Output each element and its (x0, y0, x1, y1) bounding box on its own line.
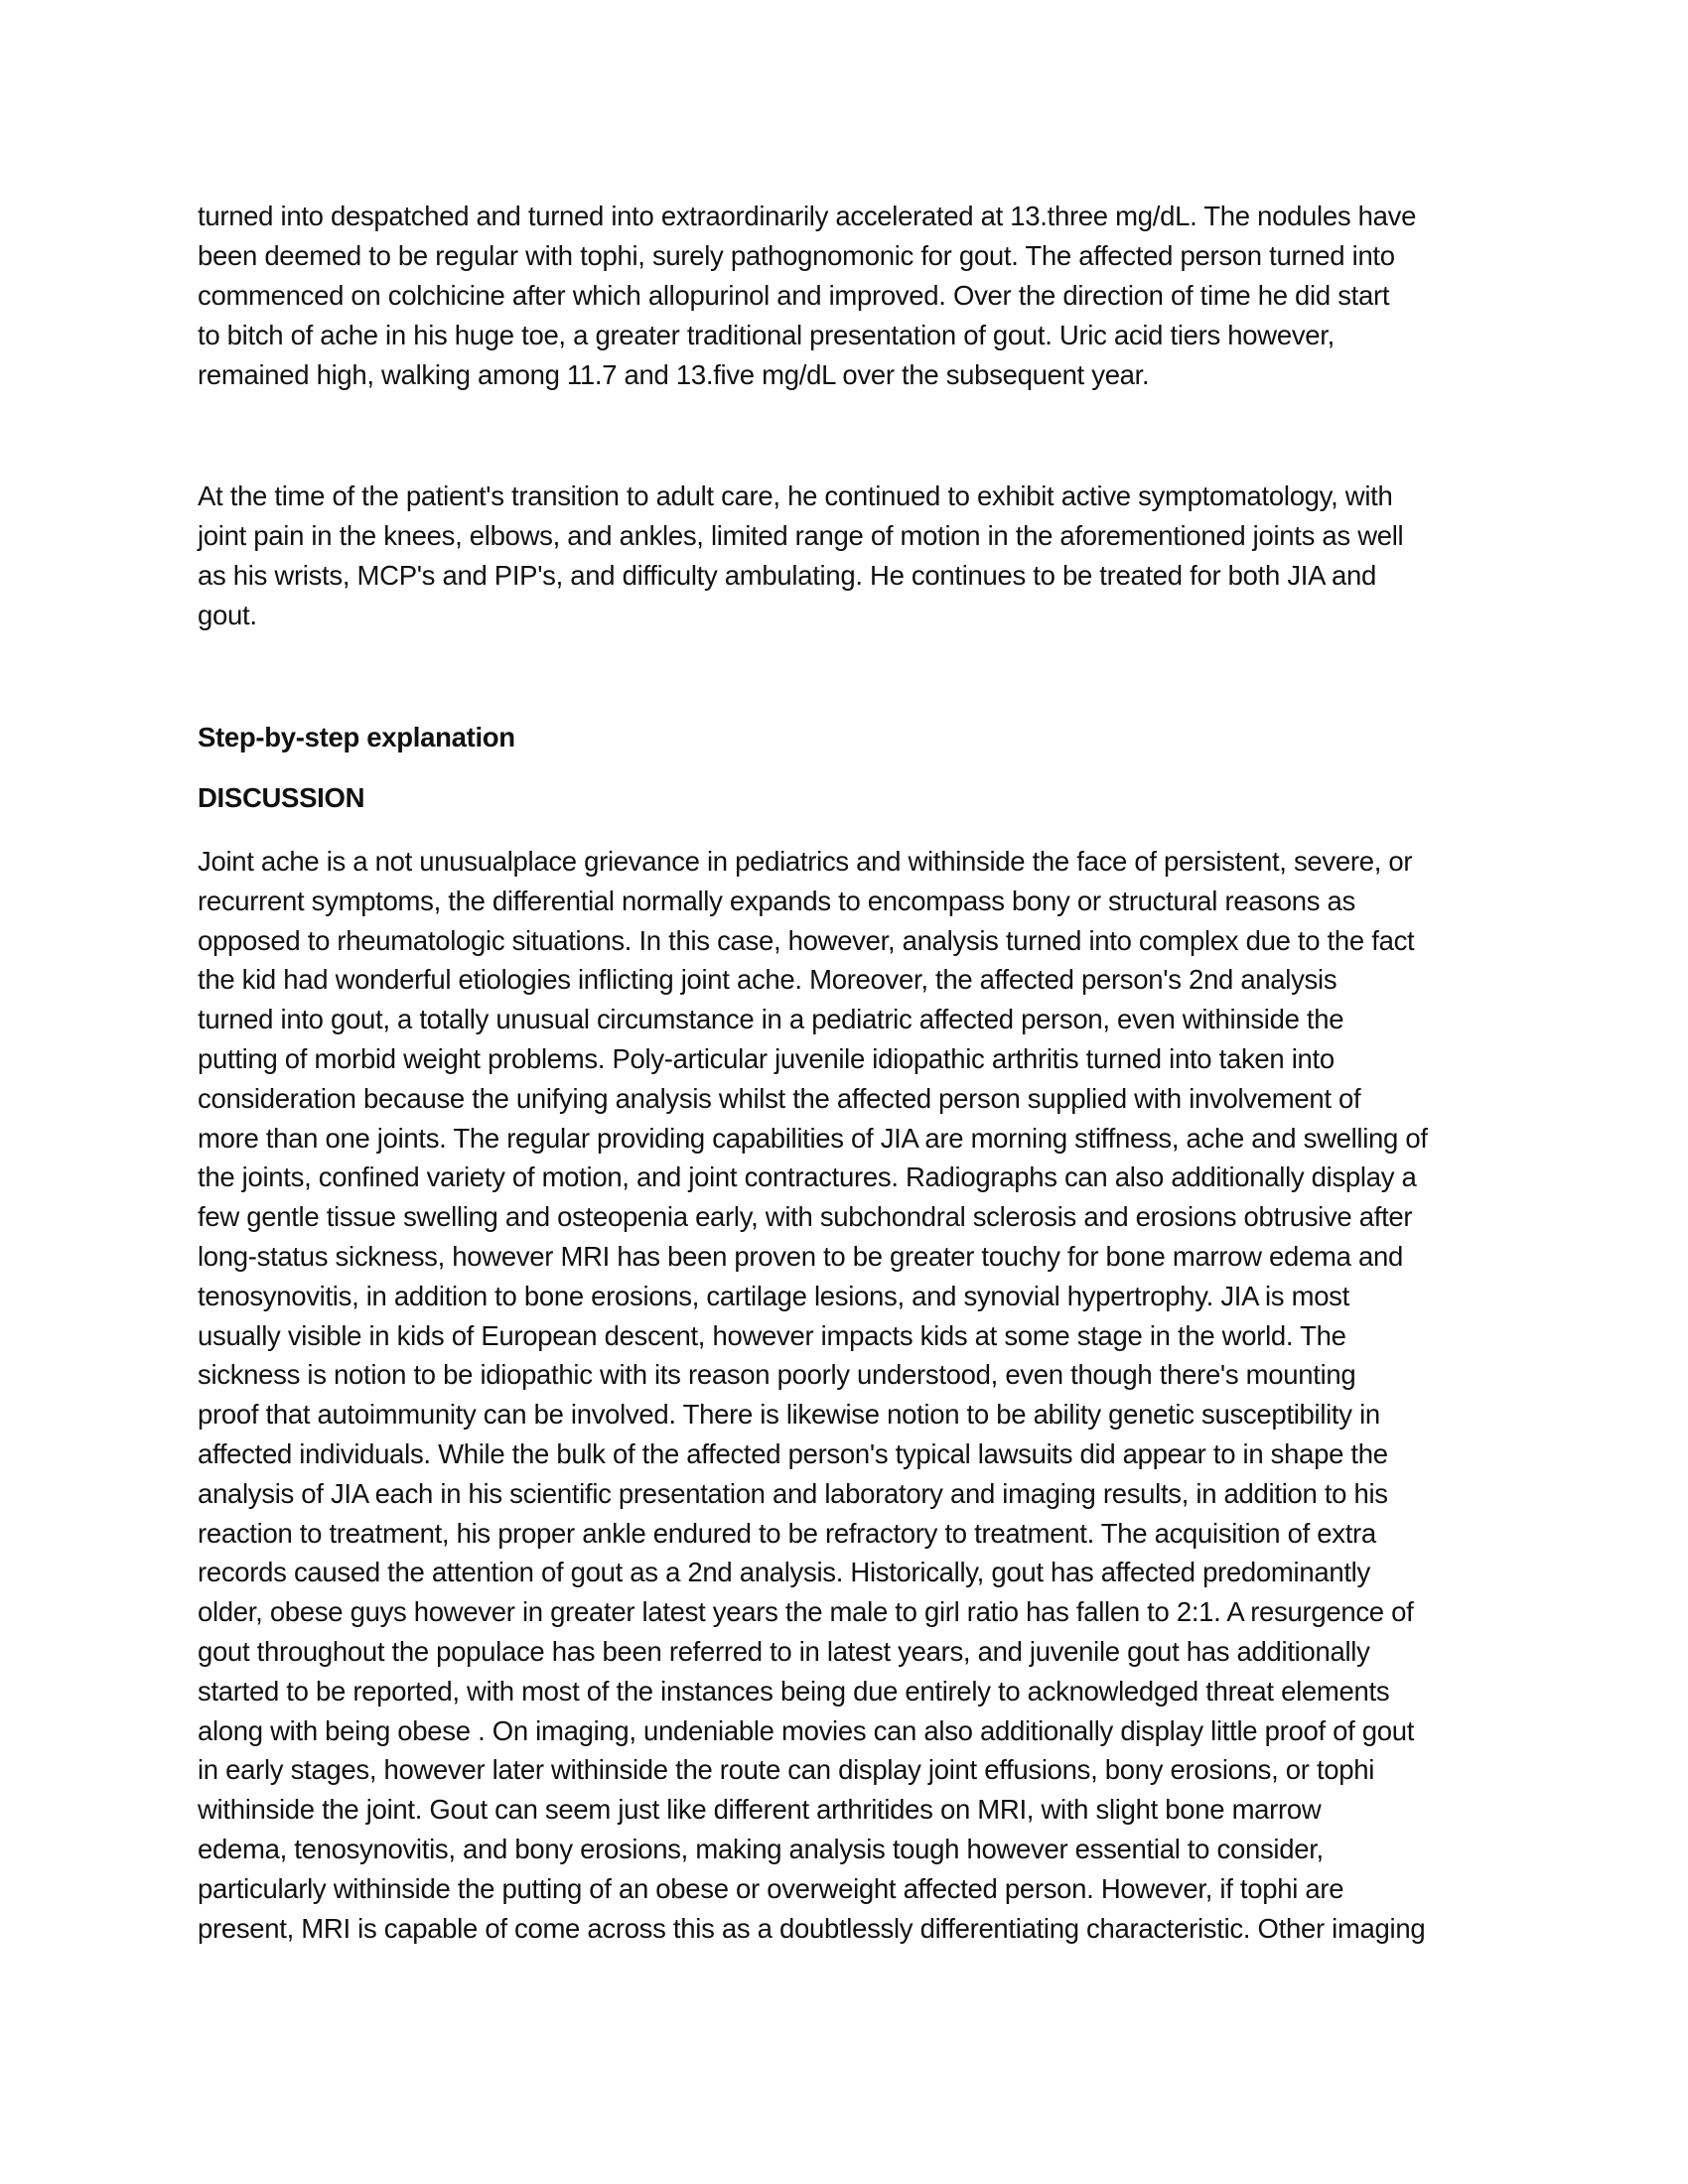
paragraph-line: opposed to rheumatologic situations. In this case, however, analysis turned into complex due to the fact (198, 924, 1415, 956)
paragraph-line: gout. (198, 600, 257, 630)
paragraph-line: started to be reported, with most of the instances being due entirely to acknowledged threat elements (198, 1675, 1390, 1706)
paragraph-line: commenced on colchicine after which allopurinol and improved. Over the direction of time he did start (198, 280, 1390, 311)
paragraph-line: At the time of the patient's transition to adult care, he continued to exhibit active symptomatology, with (198, 480, 1393, 511)
paragraph-line: turned into despatched and turned into extraordinarily accelerated at 13.three mg/dL. The nodules have (198, 201, 1417, 231)
paragraph-line: along with being obese . On imaging, undeniable movies can also additionally display little proof of gout (198, 1714, 1415, 1746)
paragraph-line: to bitch of ache in his huge toe, a greater traditional presentation of gout. Uric acid tiers however, (198, 320, 1335, 350)
paragraph-line: the joints, confined variety of motion, and joint contractures. Radiographs can also additionally display a (198, 1161, 1417, 1193)
paragraph-line: present, MRI is capable of come across this as a doubtlessly differentiating characteristic. Other imaging (198, 1912, 1426, 1944)
paragraph-line: turned into gout, a totally unusual circumstance in a pediatric affected person, even withinside the (198, 1004, 1344, 1035)
paragraph-line: in early stages, however later withinside the route can display joint effusions, bony erosions, or tophi (198, 1754, 1375, 1786)
paragraph-line: reaction to treatment, his proper ankle endured to be refractory to treatment. The acquisition of extra (198, 1517, 1376, 1549)
paragraph-line: putting of morbid weight problems. Poly-articular juvenile idiopathic arthritis turned into taken into (198, 1043, 1335, 1074)
paragraph-line: as his wrists, MCP's and PIP's, and difficulty ambulating. He continues to be treated for both JIA and (198, 560, 1376, 591)
paragraph-line: the kid had wonderful etiologies inflicting joint ache. Moreover, the affected person's 2nd analysis (198, 964, 1337, 996)
paragraph-line: recurrent symptoms, the differential normally expands to encompass bony or structural reasons as (198, 885, 1355, 916)
paragraph-line: tenosynovitis, in addition to bone erosions, cartilage lesions, and synovial hypertrophy. JIA is most (198, 1280, 1349, 1311)
paragraph-line: Joint ache is a not unusualplace grievance in pediatrics and withinside the face of persistent, severe, or (198, 846, 1413, 877)
paragraph-line: few gentle tissue swelling and osteopenia early, with subchondral sclerosis and erosions obtrusive after (198, 1201, 1413, 1233)
paragraph-line: particularly withinside the putting of an obese or overweight affected person. However, if tophi are (198, 1872, 1344, 1904)
paragraph-line: proof that autoimmunity can be involved. There is likewise notion to be ability genetic susceptibility in (198, 1399, 1380, 1431)
paragraph-line: consideration because the unifying analysis whilst the affected person supplied with involvement of (198, 1082, 1361, 1114)
paragraph-line: more than one joints. The regular providing capabilities of JIA are morning stiffness, ache and swelling of (198, 1122, 1428, 1154)
paragraph-line: remained high, walking among 11.7 and 13.five mg/dL over the subsequent year. (198, 359, 1150, 390)
section-heading: DISCUSSION (198, 782, 365, 813)
paragraph-line: sickness is notion to be idiopathic with its reason poorly understood, even though there's mounting (198, 1359, 1356, 1391)
paragraph-line: edema, tenosynovitis, and bony erosions, making analysis tough however essential to consider, (198, 1834, 1324, 1864)
paragraph-line: older, obese guys however in greater latest years the male to girl ratio has fallen to 2:1. A resurgence of (198, 1596, 1414, 1628)
paragraph-line: been deemed to be regular with tophi, surely pathognomonic for gout. The affected person turned into (198, 240, 1395, 271)
section-heading: Step-by-step explanation (198, 722, 515, 752)
paragraph-line: records caused the attention of gout as a 2nd analysis. Historically, gout has affected predominantly (198, 1557, 1370, 1588)
paragraph-line: usually visible in kids of European descent, however impacts kids at some stage in the world. The (198, 1319, 1346, 1351)
paragraph-line: affected individuals. While the bulk of the affected person's typical lawsuits did appear to in shape the (198, 1438, 1388, 1469)
paragraph-line: analysis of JIA each in his scientific presentation and laboratory and imaging results, in addition to his (198, 1477, 1388, 1509)
paragraph-line: long-status sickness, however MRI has been proven to be greater touchy for bone marrow edema and (198, 1241, 1403, 1272)
paragraph-line: gout throughout the populace has been referred to in latest years, and juvenile gout has additionally (198, 1636, 1370, 1667)
paragraph-line: withinside the joint. Gout can seem just like different arthritides on MRI, with slight bone marrow (198, 1794, 1322, 1826)
paragraph-line: joint pain in the knees, elbows, and ankles, limited range of motion in the aforementioned joints as well (198, 520, 1404, 551)
